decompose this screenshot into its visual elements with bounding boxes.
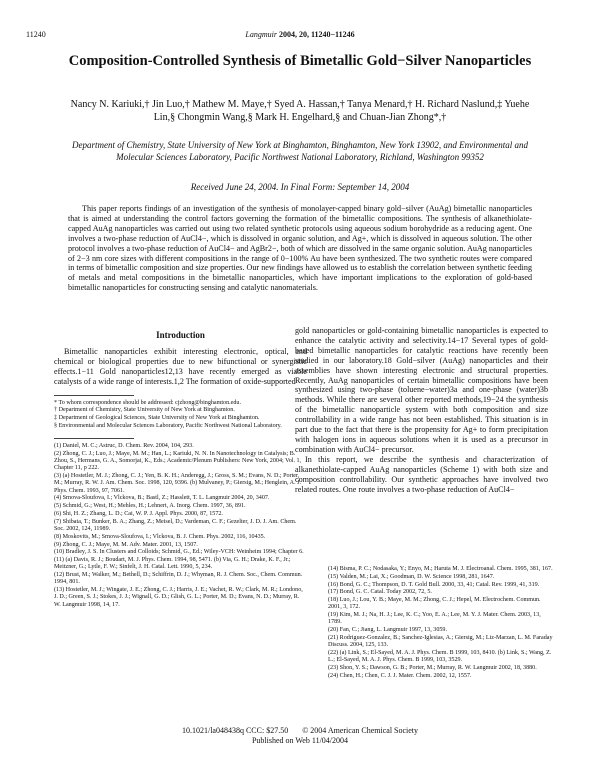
reference: (3) (a) Hostetler, M. J.; Zhong, C. J.; Yen, B. K. H.; Anderegg, J.; Gross, S. M.; Evans, N. D.; Porter, M.; Murray, R. W. J. Am. Chem. Soc. 1998, 120, 9396. (b) Mulvaney, P.; Giersig, M.; Henglein, A. J. Phys. Chem. 1993, 97, 7061. [54, 473, 302, 494]
article-title: Composition-Controlled Synthesis of Bimetallic Gold−Silver Nanoparticles [68, 53, 532, 69]
abstract [68, 204, 532, 293]
footer-row [0, 726, 600, 736]
references-divider [54, 438, 134, 439]
doi: 10.1021/la048438q CCC: $27.50 [181, 726, 289, 735]
reference: (17) Bond, G. C. Catal. Today 2002, 72, 5. [328, 589, 432, 596]
body-paragraph: In this report, we describe the synthesis and characterization of alkanethiolate-capped AuAg nanoparticles (Scheme 1) with both size and composition controllability. Our synthetic approaches have involved two related routes. One route involves a two-phase reduction of AuCl4− [295, 454, 548, 494]
reference: (1) Daniel, M. C.; Astruc, D. Chem. Rev. 2004, 104, 293. [54, 443, 194, 450]
reference: (21) Rodriguez-Gonzalez, B.; Sanchez-Iglesias, A.; Giersig, M.; Liz-Marzan, L. M. Faraday Discuss. 2004, 125, 133. [328, 634, 553, 649]
reference: (20) Fan, C.; Jiang, L. Langmuir 1997, 13, 3059. [328, 627, 447, 634]
footnote: † Department of Chemistry, State University of New York at Binghamton. [54, 407, 235, 414]
abstract-text: This paper reports findings of an investigation of the synthesis of monolayer-capped binary gold−silver (AuAg) bimetallic nanoparticles that is aimed at understanding the control factors governing the formation of the bimetallic compositions. The synthesis of alkanethiolate-capped AuAg nanoparticles was carried out using two related synthetic protocols using aqueous sodium borohydride as a reducing agent. One involves a two-phase reduction of AuCl4−, which is dissolved in organic solution, and Ag+, which is dissolved in aqueous solution. The other protocol involves a two-phase reduction of AuCl4− and AgBr2−, both of which are dissolved in the same organic solution. AuAg nanoparticles of 2−3 nm core sizes with different compositions in the range of 0−100% Au have been synthesized. The two synthetic routes were compared in terms of bimetallic composition and size properties. Our new findings have allowed us to establish the correlation between synthetic feeding of metals and metal compositions in the bimetallic nanoparticles, which have important implications to the exploration of gold-based bimetallic nanoparticles for constructing sensing and catalytic nanomaterials. [68, 204, 532, 293]
reference: (24) Chen, H.; Chen, C. J. J. Mater. Chem. 2002, 12, 1557. [328, 672, 472, 679]
footnote: * To whom correspondence should be addressed: cjzhong@binghamton.edu. [54, 399, 241, 406]
reference: (15) Valden, M.; Lai, X.; Goodman, D. W. Science 1998, 281, 1647. [328, 573, 495, 580]
page-footer [0, 726, 600, 746]
reference: (11) (a) Davis, R. J.; Boudart, M. J. Phys. Chem. 1994, 98, 5471. (b) Via, G. H.; Drake, K. F., Jr.; Meitzner, G.; Lytle, F. W.; Sinfelt, J. H. Catal. Lett. 1990, 5, 234. [54, 557, 291, 571]
reference: (9) Zhong, C. J.; Maye, M. M. Adv. Mater. 2001, 13, 1507. [54, 541, 198, 548]
section-heading-introduction: Introduction [156, 330, 205, 340]
running-header [0, 30, 600, 39]
received-dates: Received June 24, 2004. In Final Form: September 14, 2004 [190, 182, 410, 192]
reference: (22) (a) Link, S.; El-Sayed, M. A. J. Phys. Chem. B 1999, 103, 8410. (b) Link, S.; Wang, Z. L.; El-Sayed, M. A. J. Phys. Chem. B 1999, 103, 3529. [328, 649, 552, 664]
reference: (8) Moskovits, M.; Srnova-Sloufova, I.; Vlckova, B. J. Chem. Phys. 2002, 116, 10435. [54, 533, 266, 540]
reference: (5) Schmid, G.; West, H.; Mehles, H.; Lehnert, A. Inorg. Chem. 1997, 36, 891. [54, 503, 246, 510]
reference: (13) Hostetler, M. J.; Wingate, J. E.; Zhong, C. J.; Harris, J. E.; Vachet, R. W.; Clark, M. R.; Londono, J. D.; Green, S. J.; Stokes, J. J.; Wignall, G. D.; Glish, G. L.; Porter, M. D.; Evans, N. D.; Murray, R. W. Langmuir 1998, 14, 17. [54, 587, 303, 608]
references-left [54, 443, 307, 609]
body-paragraph: gold nanoparticles or gold-containing bimetallic nanoparticles is expected to enhance the catalytic activity and selectivity.14−17 Several types of gold-based bimetallic nanoparticles for catalytic reactions have recently been studied in our laboratory.18 Gold−silver (AuAg) nanoparticles and their assemblies have shown interesting electronic and structural properties. Recently, AuAg nanoparticles of certain bimetallic compositions have been synthesized using two-phase (toluene−water)3a and one-phase (water)3b methods. While there are several other reported methods,19−24 the synthesis of the bimetallic nanoparticle system with both composition and size controllability in a wide range has not been established. This situation is in part due to the fact that there is the propensity for Ag+ to form precipitation with halogen ions in aqueous solutions when it is used as a precursor in combination with AuCl4− precursor. [295, 326, 548, 454]
affiliations: Department of Chemistry, State University of New York at Binghamton, Binghamton, New York 13902, and Environmental and Molecular Sciences Laboratory, Pacific Northwest National Laboratory, Richland, Washington 99352 [72, 140, 528, 162]
footnote-divider [54, 395, 134, 396]
reference: (4) Srnova-Sloufova, I.; Vlckova, B.; Bastl, Z.; Hasslett, T. L. Langmuir 2004, 20, 3407. [54, 495, 270, 502]
reference: (14) Bisma, P. C.; Nodasaka, Y.; Enyo, M.; Haruta M. J. Electroanal. Chem. 1995, 381, 167. [328, 566, 553, 572]
reference: (10) Bradley, J. S. In Clusters and Colloids; Schmid, G., Ed.; Wiley-VCH: Weinheim 1994; Chapter 6. [54, 549, 304, 556]
intro-paragraph: Bimetallic nanoparticles exhibit interesting electronic, optical, and chemical or biological properties due to new bifunctional or synergistic effects.1−11 Gold nanoparticles12,13 have recently emerged as viable catalysts of a wide range of interests.1,2 The formation of oxide-supported [54, 346, 307, 386]
copyright: © 2004 American Chemical Society [302, 726, 419, 735]
citation: 2004, 20, 11240−11246 [278, 30, 355, 39]
reference: (6) Shi, H. Z.; Zhang, L. D.; Cai, W. P. J. Appl. Phys. 2000, 87, 1572. [54, 510, 223, 517]
reference: (19) Kim, M. J.; Na, H. J.; Lee, K. C.; Yoo, E. A.; Lee, M. Y. J. Mater. Chem. 2003, 13, 1789. [328, 612, 541, 626]
references-right [328, 566, 553, 681]
published-date: Published on Web 11/04/2004 [251, 736, 349, 745]
footnote: ‡ Department of Geological Sciences, State University of New York at Binghamton. [54, 415, 260, 422]
left-column [54, 325, 307, 609]
footnotes [54, 400, 307, 431]
reference: (7) Shibata, T.; Bunker, B. A.; Zhang, Z.; Meisel, D.; Vardeman, C. F.; Gezelter, J. D. J. Am. Chem. Soc. 2002, 124, 11989. [54, 518, 297, 532]
author-list: Nancy N. Kariuki,† Jin Luo,† Mathew M. Maye,† Syed A. Hassan,† Tanya Menard,† H. Richard Naslund,‡ Yuehe Lin,§ Chongmin Wang,§ Mark H. Engelhard,§ and Chuan-Jian Zhong*,† [70, 99, 530, 123]
reference: (16) Bond, G. C.; Thompson, D. T. Gold Bull. 2000, 33, 41; Catal. Rev. 1999, 41, 319. [328, 581, 540, 588]
journal-name: Langmuir [245, 30, 277, 39]
reference: (23) Shon, Y. S.; Dawson, G. B.; Porter, M.; Murray, R. W. Langmuir 2002, 18, 3880. [328, 664, 537, 671]
page-number: 11240 [26, 30, 46, 39]
reference: (18) Luo, J.; Lou, Y. B.; Maye, M. M.; Zhong, C. J.; Hepel, M. Electrochem. Commun. 2001, 3, 172. [328, 597, 541, 611]
reference: (2) Zhong, C. J.; Luo, J.; Maye, M. M.; Han, L.; Kariuki, N. N. In Nanotechnology in Catalysis; B. Zhou, S., Hermans, G. A., Somorjai, K., Eds.; Academic/Plenum Publishers: New York, 2004; Vol. 1, Chapter 11, p 222. [54, 450, 302, 472]
right-column [295, 326, 548, 494]
footnote: § Environmental and Molecular Sciences Laboratory, Pacific Northwest National Laboratory. [54, 422, 282, 429]
reference: (12) Brust, M.; Walker, M.; Bethell, D.; Schiffrin, D. J.; Whyman, R. J. Chem. Soc., Chem. Commun. 1994, 801. [54, 572, 303, 586]
